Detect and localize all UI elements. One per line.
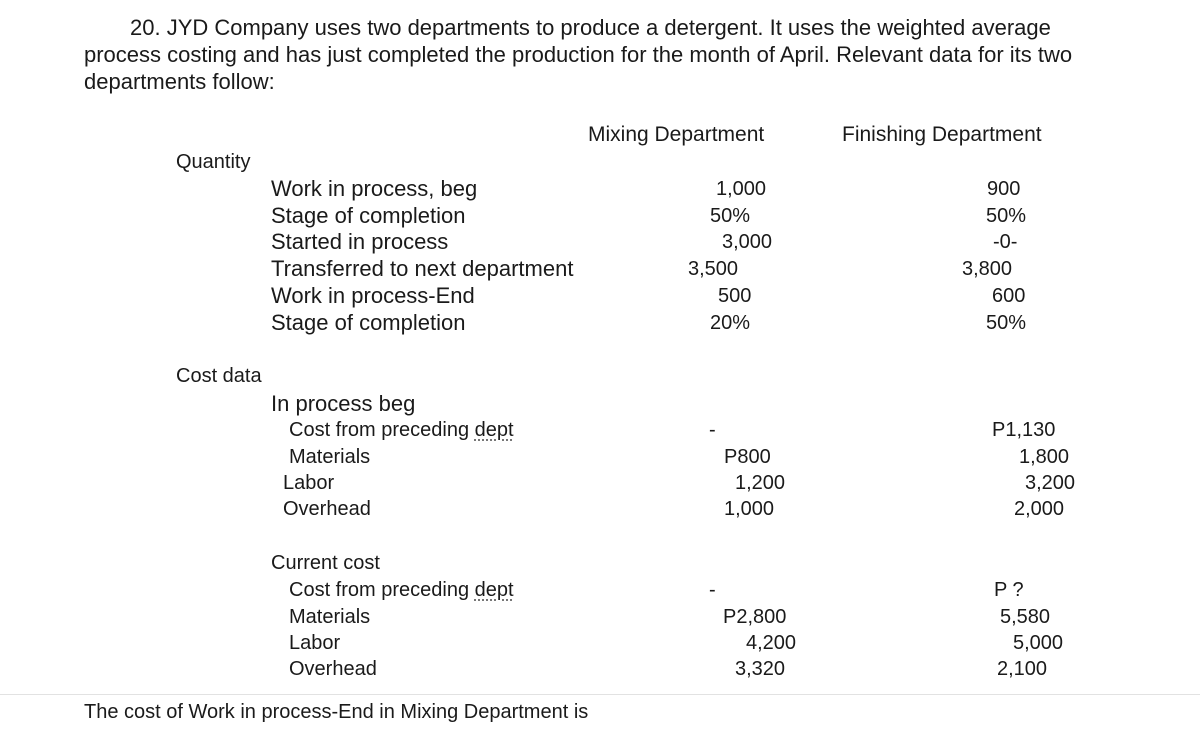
quantity-row-label: Stage of completion: [271, 203, 466, 228]
mixing-value: 3,000: [722, 231, 773, 253]
finishing-value: 1,800: [1019, 446, 1070, 468]
mixing-value: 50%: [710, 205, 751, 227]
cost-row-label: Labor: [289, 632, 341, 654]
finishing-department-header: Finishing Department: [842, 123, 1042, 146]
quantity-row-label: Transferred to next department: [271, 256, 574, 281]
finishing-value: P ?: [994, 579, 1024, 601]
mixing-value: 1,000: [716, 178, 767, 200]
quantity-row-label: Work in process, beg: [271, 176, 478, 201]
quantity-row-label: Stage of completion: [271, 310, 466, 335]
question-line-1: 20. JYD Company uses two departments to produce a detergent. It uses the weighted average: [130, 15, 1051, 40]
mixing-value: 4,200: [746, 632, 797, 654]
cost-row-label: Cost from preceding dept: [289, 419, 514, 441]
finishing-value: P1,130: [992, 419, 1056, 441]
finishing-value: 50%: [986, 205, 1027, 227]
mixing-value: 3,500: [688, 258, 739, 280]
cost-row-label: Materials: [289, 446, 371, 468]
mixing-value: 20%: [710, 312, 751, 334]
cost-row-label: Labor: [283, 472, 335, 494]
finishing-value: 2,000: [1014, 498, 1065, 520]
finishing-value: 5,580: [1000, 606, 1051, 628]
cost-data-section-label: Cost data: [176, 365, 262, 387]
question-line-3: departments follow:: [84, 69, 275, 94]
mixing-value: P800: [724, 446, 771, 468]
cost-row-label: Cost from preceding dept: [289, 579, 514, 601]
finishing-value: 5,000: [1013, 632, 1064, 654]
cost-row-label: Overhead: [283, 498, 371, 520]
finishing-value: 3,200: [1025, 472, 1076, 494]
current-subheading: Current cost: [271, 552, 380, 574]
beg-subheading: In process beg: [271, 391, 416, 416]
cost-row-label: Materials: [289, 606, 371, 628]
finishing-value: -0-: [993, 231, 1018, 253]
mixing-value: 3,320: [735, 658, 786, 680]
question-prompt: The cost of Work in process-End in Mixing Department is: [84, 701, 589, 723]
finishing-value: 50%: [986, 312, 1027, 334]
mixing-value: -: [709, 419, 716, 441]
mixing-value: 1,000: [724, 498, 775, 520]
mixing-value: 500: [718, 285, 752, 307]
quantity-row-label: Started in process: [271, 229, 449, 254]
quantity-section-label: Quantity: [176, 151, 251, 173]
mixing-value: P2,800: [723, 606, 787, 628]
question-line-2: process costing and has just completed the production for the month of April. Relevant data for its two: [84, 42, 1073, 67]
mixing-value: -: [709, 579, 716, 601]
quantity-row-label: Work in process-End: [271, 283, 475, 308]
cost-row-label: Overhead: [289, 658, 377, 680]
finishing-value: 900: [987, 178, 1021, 200]
finishing-value: 600: [992, 285, 1026, 307]
finishing-value: 3,800: [962, 258, 1013, 280]
finishing-value: 2,100: [997, 658, 1048, 680]
mixing-department-header: Mixing Department: [588, 123, 765, 146]
mixing-value: 1,200: [735, 472, 786, 494]
